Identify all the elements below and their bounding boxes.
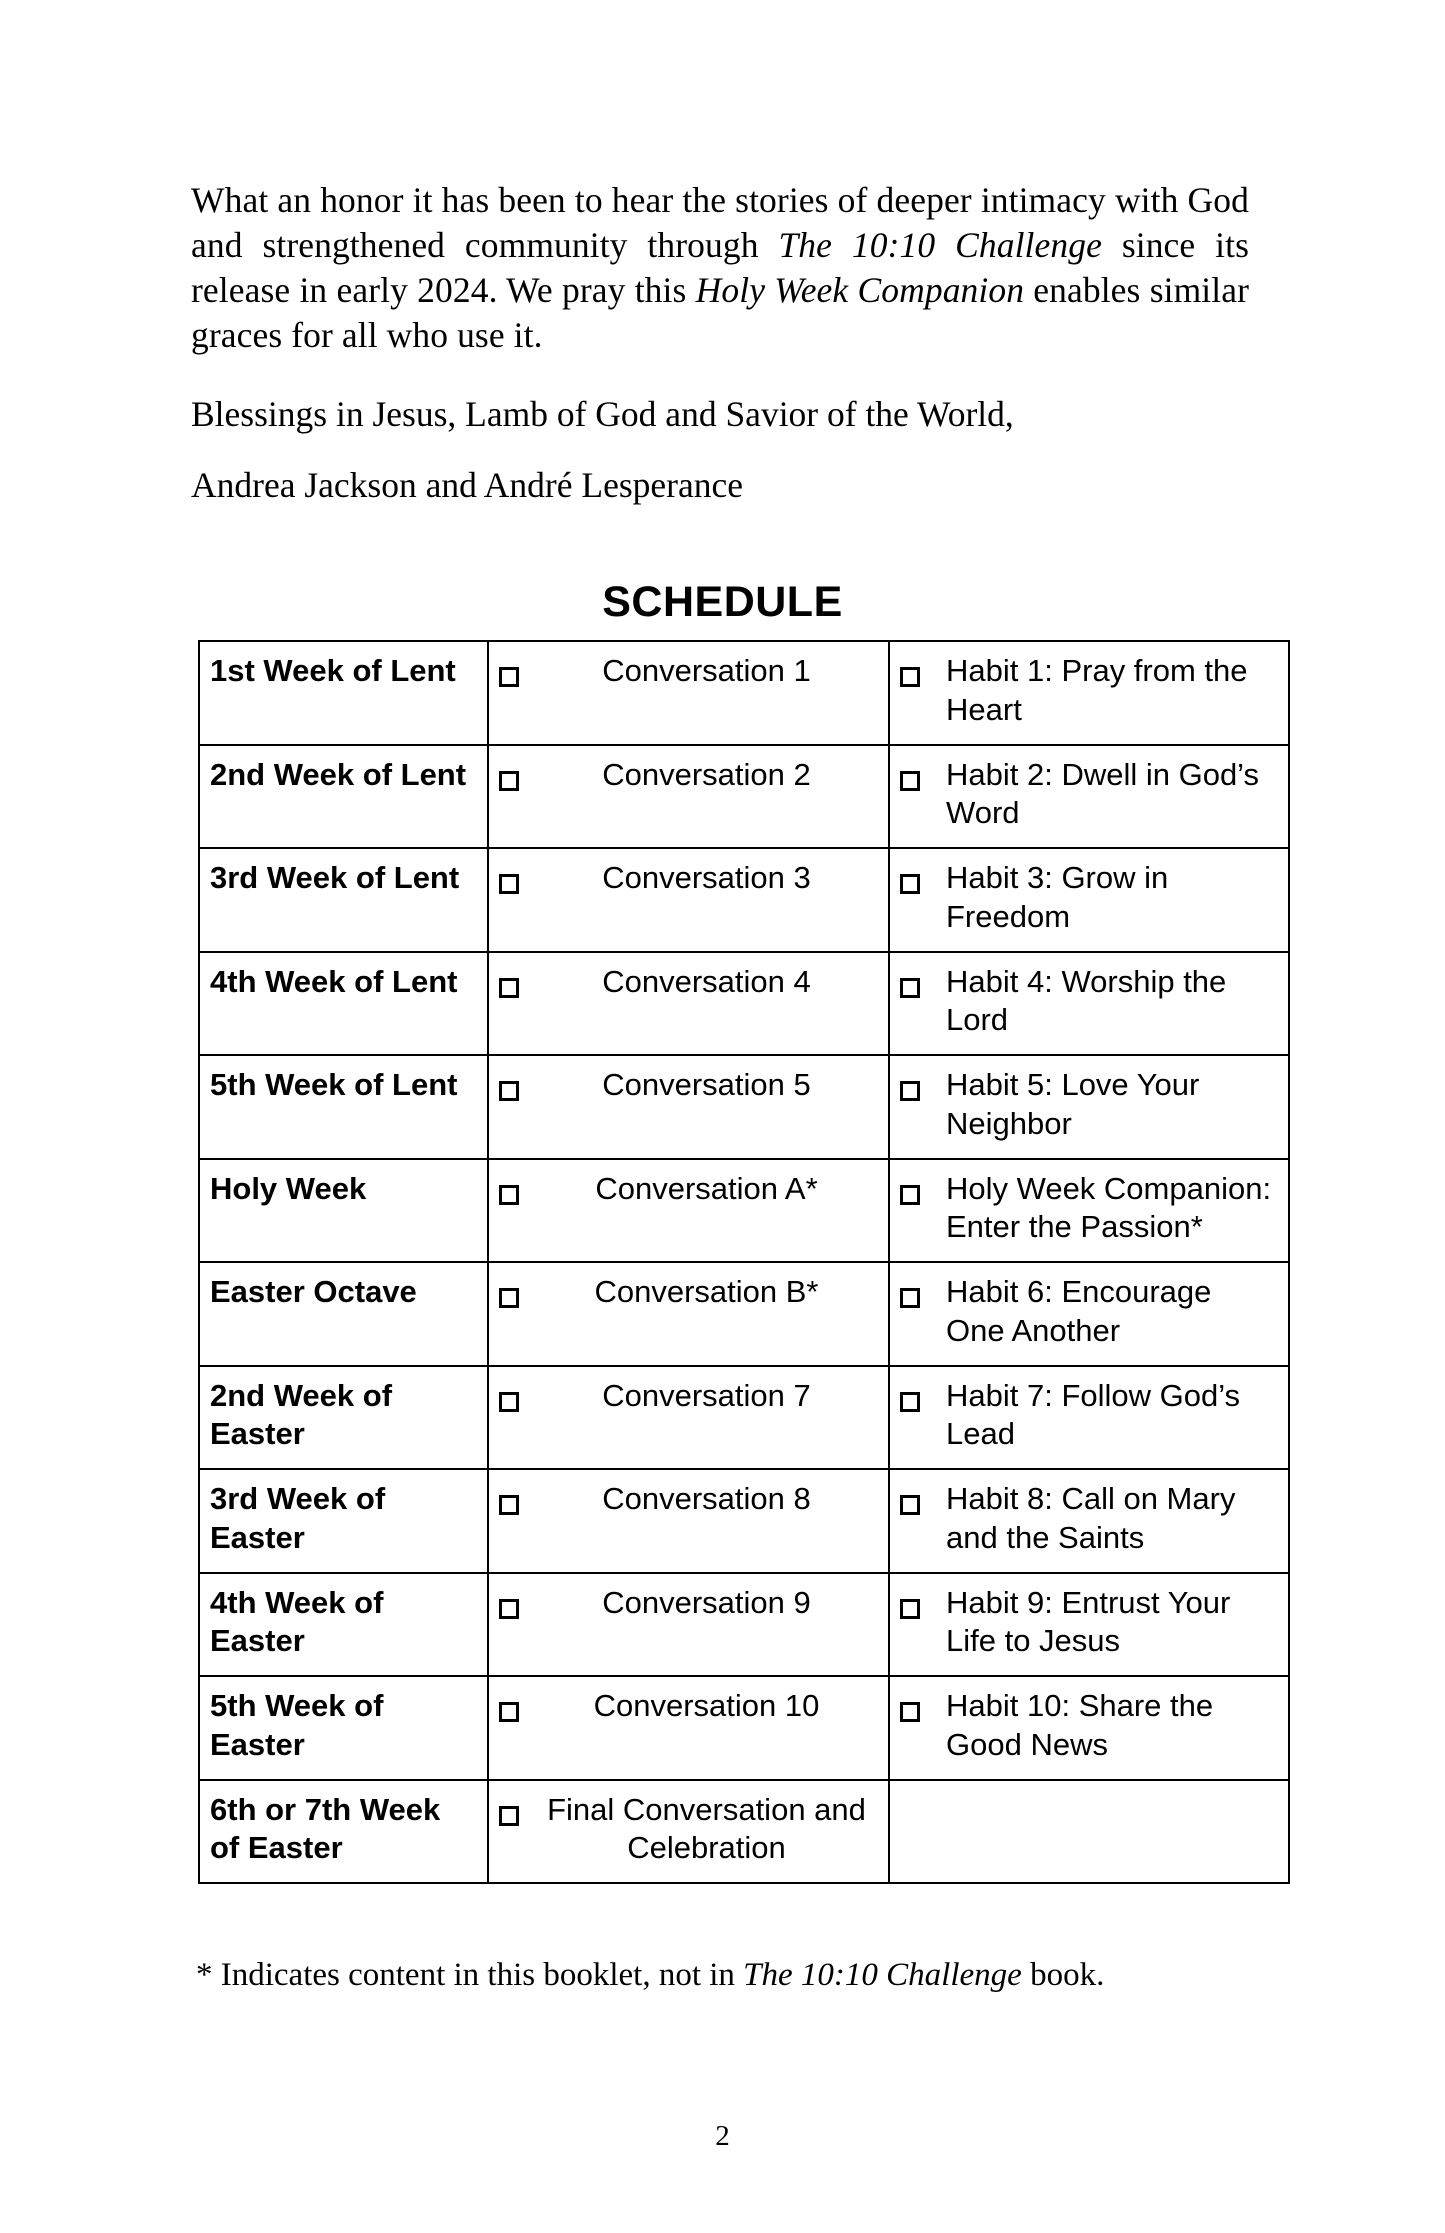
text-run: book. [1021,1957,1105,1993]
checkbox-icon[interactable] [499,1185,519,1205]
italic-title: The 10:10 Challenge [743,1957,1022,1993]
checkbox-icon[interactable] [499,1288,519,1308]
habit-label: Holy Week Companion: Enter the Passion* [946,1170,1272,1245]
checkbox-icon[interactable] [900,771,920,791]
schedule-table [198,640,1290,1884]
conversation-label: Conversation 7 [602,1377,811,1413]
checkbox-slot [499,1791,545,1836]
checkbox-slot [900,1480,946,1525]
habit-label: Habit 3: Grow in Freedom [946,860,1169,934]
habit-cell [889,1366,1289,1470]
checkbox-icon[interactable] [499,1806,519,1826]
habit-label: Habit 2: Dwell in God’s Word [946,756,1260,831]
checkbox-icon[interactable] [499,1702,519,1722]
week-cell [199,1262,488,1366]
week-cell [199,952,488,1056]
week-cell [199,1573,488,1677]
week-label: 3rd Week of Lent [210,860,460,895]
table-row [199,1573,1289,1677]
week-cell [199,1469,488,1573]
week-cell [199,641,488,745]
week-cell [199,848,488,952]
authors-line: Andrea Jackson and André Lesperance [191,464,743,505]
table-row [199,1159,1289,1263]
checkbox-icon[interactable] [900,978,920,998]
conversation-label: Conversation 5 [602,1067,811,1102]
text-run: What an honor it has been to hear the stories of deeper intimacy with God and strengthened community through [191,180,1249,265]
checkbox-slot [900,1687,946,1732]
checkbox-slot [900,1377,946,1422]
habit-cell [889,641,1289,745]
checkbox-slot [499,1584,545,1629]
checkbox-slot [499,1066,545,1111]
conversation-cell [488,641,889,745]
conversation-label: Conversation 2 [602,756,811,792]
conversation-cell [488,1573,889,1677]
text-run: enables similar graces for all who use it. [191,269,1249,355]
paragraph-intro [191,178,1249,358]
checkbox-icon[interactable] [900,1081,920,1101]
habit-cell [889,1676,1289,1780]
table-row [199,952,1289,1056]
week-label: 2nd Week of Lent [210,756,467,792]
checkbox-icon[interactable] [499,1392,519,1412]
checkbox-slot [900,756,946,801]
conversation-cell [488,952,889,1056]
conversation-label: Conversation A* [595,1170,818,1206]
text-run: * Indicates content in this booklet, not in [196,1957,744,1993]
checkbox-slot [499,1377,545,1422]
checkbox-icon[interactable] [499,771,519,791]
table-row [199,745,1289,849]
week-cell [199,745,488,849]
checkbox-slot [900,1584,946,1629]
habit-label: Habit 6: Encourage One Another [946,1274,1212,1348]
habit-cell [889,1469,1289,1573]
habit-cell [889,745,1289,849]
habit-cell [889,1262,1289,1366]
conversation-label: Conversation 1 [602,653,811,688]
italic-title: The 10:10 Challenge [778,224,1102,265]
habit-label: Habit 10: Share the Good News [946,1688,1214,1762]
habit-label: Habit 9: Entrust Your Life to Jesus [946,1584,1231,1659]
intro-prose [191,178,1249,507]
conversation-label: Conversation 4 [602,963,811,999]
week-label: 6th or 7th Week of Easter [210,1791,441,1866]
table-row [199,848,1289,952]
week-cell [199,1055,488,1159]
week-label: 5th Week of Easter [210,1688,384,1762]
conversation-label: Final Conversation and Celebration [547,1791,866,1866]
checkbox-slot [499,1480,545,1525]
week-cell [199,1676,488,1780]
week-label: 2nd Week of Easter [210,1377,393,1452]
conversation-label: Conversation 9 [602,1584,811,1620]
week-label: Holy Week [210,1170,367,1206]
checkbox-slot [900,1273,946,1318]
closing-line: Blessings in Jesus, Lamb of God and Savior of the World, [191,393,1014,434]
habit-label: Habit 5: Love Your Neighbor [946,1067,1200,1141]
conversation-cell [488,1469,889,1573]
week-cell [199,1366,488,1470]
conversation-cell [488,1366,889,1470]
checkbox-icon[interactable] [900,1702,920,1722]
checkbox-slot [900,1066,946,1111]
schedule-table-container [198,640,1288,1884]
checkbox-slot [499,1273,545,1318]
checkbox-icon[interactable] [900,1599,920,1619]
checkbox-icon[interactable] [499,1599,519,1619]
table-row [199,1469,1289,1573]
habit-cell [889,1055,1289,1159]
habit-label: Habit 7: Follow God’s Lead [946,1377,1241,1452]
checkbox-icon[interactable] [499,1495,519,1515]
checkbox-icon[interactable] [900,667,920,687]
checkbox-slot [499,859,545,904]
checkbox-icon[interactable] [499,667,519,687]
table-row [199,1676,1289,1780]
habit-cell [889,1159,1289,1263]
habit-label: Habit 8: Call on Mary and the Saints [946,1481,1236,1555]
habit-label: Habit 4: Worship the Lord [946,963,1227,1038]
week-label: 5th Week of Lent [210,1067,458,1102]
checkbox-slot [499,963,545,1008]
table-row [199,1366,1289,1470]
checkbox-icon[interactable] [499,978,519,998]
checkbox-slot [900,859,946,904]
conversation-label: Conversation 3 [602,860,811,895]
conversation-cell [488,1780,889,1884]
checkbox-slot [499,1170,545,1215]
week-cell [199,1159,488,1263]
page-number: 2 [715,2120,730,2152]
conversation-cell [488,848,889,952]
checkbox-slot [900,652,946,697]
habit-label: Habit 1: Pray from the Heart [946,653,1248,727]
table-row [199,641,1289,745]
checkbox-icon[interactable] [900,1495,920,1515]
conversation-cell [488,745,889,849]
conversation-cell [488,1159,889,1263]
checkbox-slot [900,963,946,1008]
conversation-cell [488,1055,889,1159]
week-cell [199,1780,488,1884]
conversation-label: Conversation B* [594,1274,819,1309]
habit-cell [889,1573,1289,1677]
week-label: Easter Octave [210,1274,417,1309]
table-row [199,1055,1289,1159]
checkbox-icon[interactable] [900,1392,920,1412]
checkbox-slot [900,1170,946,1215]
week-label: 4th Week of Easter [210,1584,384,1659]
checkbox-slot [499,652,545,697]
week-label: 3rd Week of Easter [210,1481,386,1555]
conversation-label: Conversation 10 [593,1688,820,1723]
week-label: 4th Week of Lent [210,963,458,999]
checkbox-icon[interactable] [900,1288,920,1308]
schedule-heading: SCHEDULE [602,578,843,626]
table-row [199,1262,1289,1366]
week-label: 1st Week of Lent [210,653,456,688]
checkbox-icon[interactable] [900,1185,920,1205]
habit-cell [889,1780,1289,1884]
habit-cell [889,952,1289,1056]
checkbox-slot [499,756,545,801]
checkbox-icon[interactable] [900,874,920,894]
conversation-cell [488,1676,889,1780]
text-run: since its release in early 2024. We pray this [191,224,1250,310]
checkbox-icon[interactable] [499,1081,519,1101]
habit-cell [889,848,1289,952]
conversation-cell [488,1262,889,1366]
conversation-label: Conversation 8 [602,1481,811,1516]
checkbox-icon[interactable] [499,874,519,894]
table-row [199,1780,1289,1884]
italic-title: Holy Week Companion [695,269,1025,310]
footnote [196,1955,1296,1996]
checkbox-slot [499,1687,545,1732]
